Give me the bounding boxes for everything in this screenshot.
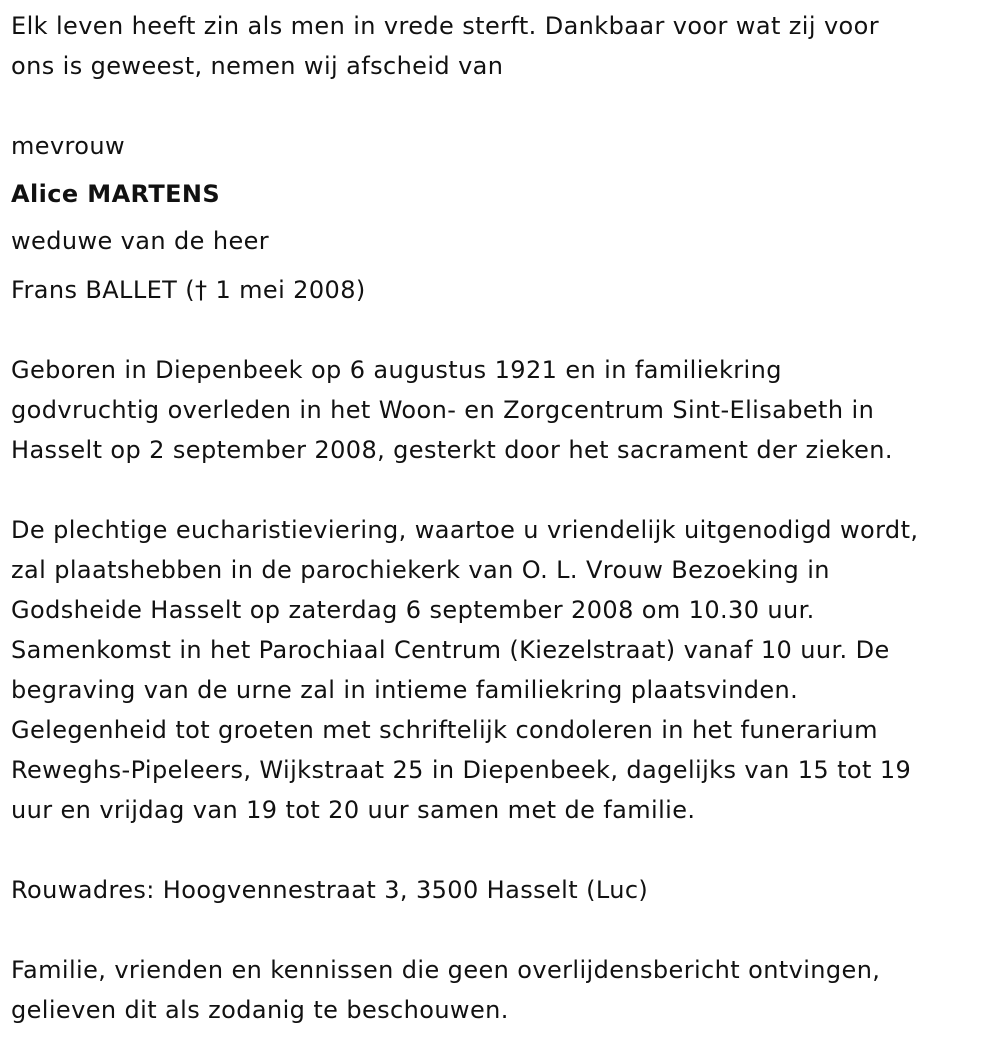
ceremony-line: begraving van de urne zal in intieme familiekring plaatsvinden. (11, 676, 799, 704)
ceremony-line: Samenkomst in het Parochiaal Centrum (Kiezelstraat) vanaf 10 uur. De (11, 636, 890, 664)
intro-line: ons is geweest, nemen wij afscheid van (11, 52, 504, 80)
birth-death-line: godvruchtig overleden in het Woon- en Zorgcentrum Sint-Elisabeth in (11, 396, 875, 424)
ceremony-line: De plechtige eucharistieviering, waartoe u vriendelijk uitgenodigd wordt, (11, 516, 919, 544)
birth-death-line: Hasselt op 2 september 2008, gesterkt door het sacrament der zieken. (11, 436, 893, 464)
relation: weduwe van de heer (11, 227, 270, 255)
intro-line: Elk leven heeft zin als men in vrede sterft. Dankbaar voor wat zij voor (11, 12, 879, 40)
birth-death-line: Geboren in Diepenbeek op 6 augustus 1921 en in familiekring (11, 356, 782, 384)
ceremony-line: uur en vrijdag van 19 tot 20 uur samen met de familie. (11, 796, 696, 824)
closing-line: gelieven dit als zodanig te beschouwen. (11, 996, 509, 1024)
spouse: Frans BALLET († 1 mei 2008) (11, 276, 366, 304)
mourning-address: Rouwadres: Hoogvennestraat 3, 3500 Hasselt (Luc) (11, 876, 649, 904)
ceremony-line: Reweghs-Pipeleers, Wijkstraat 25 in Diepenbeek, dagelijks van 15 tot 19 (11, 756, 912, 784)
deceased-name: Alice MARTENS (11, 180, 221, 208)
ceremony-line: Gelegenheid tot groeten met schriftelijk condoleren in het funerarium (11, 716, 878, 744)
closing-line: Familie, vrienden en kennissen die geen overlijdensbericht ontvingen, (11, 956, 881, 984)
ceremony-line: zal plaatshebben in de parochiekerk van O. L. Vrouw Bezoeking in (11, 556, 830, 584)
ceremony-line: Godsheide Hasselt op zaterdag 6 september 2008 om 10.30 uur. (11, 596, 815, 624)
title: mevrouw (11, 132, 126, 160)
